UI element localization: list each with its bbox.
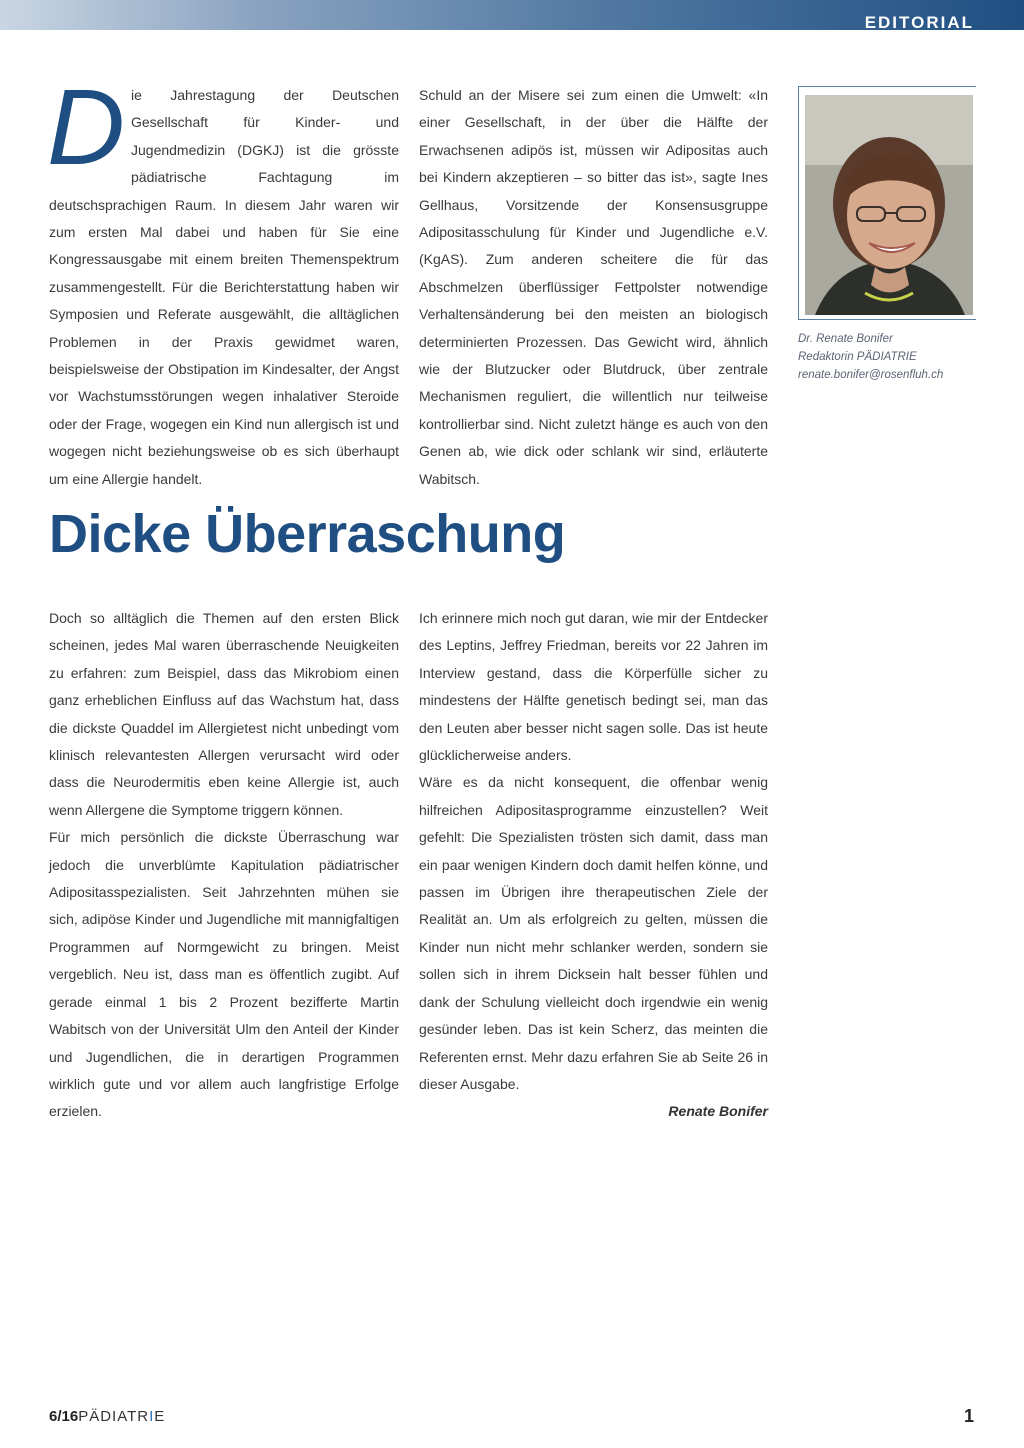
body-paragraph: Ich erinnere mich noch gut daran, wie mir der Entdecker des Leptins, Jeffrey Friedman, bereits vor 22 Jahren im Interview gestand, dass die Körperfülle sicher zu mindestens der Hälfte genetisch bedingt sei, man das den Leuten aber besser nicht sagen solle. Das ist heute glücklicherweise anders. (419, 610, 768, 764)
author-name: Dr. Renate Bonifer (798, 333, 893, 345)
author-email: renate.bonifer@rosenfluh.ch (798, 369, 944, 381)
magazine-name (78, 1408, 165, 1425)
magazine-name-accent: I (149, 1408, 155, 1425)
author-photo (805, 95, 973, 315)
body-column-left (49, 605, 399, 1126)
intro-column-right (419, 82, 768, 493)
body-paragraph: Wäre es da nicht konsequent, die offenbar wenig hilfreichen Adipositasprogramme einzustellen? Weit gefehlt: Die Spezialisten trösten sich damit, dass man ein paar wenigen Kindern doch damit helfen könne, und passen im Übrigen ihre therapeutischen Ziele der Realität an. Um als erfolgreich zu gelten, müssen die Kinder nun nicht mehr schlanker werden, sondern sie sollen sich in ihrem Dicksein halt besser fühlen und dank der Schulung vielleicht doch irgendwie ein wenig gesünder leben. Das ist kein Scherz, das meinten die Referenten ernst. Mehr dazu erfahren Sie ab Seite 26 in dieser Ausgabe. (419, 774, 768, 1092)
drop-cap: D (47, 66, 125, 187)
portrait-illustration (805, 95, 973, 315)
author-role: Redaktorin PÄDIATRIE (798, 351, 917, 363)
section-label: EDITORIAL (864, 13, 974, 32)
body-paragraph: Für mich persönlich die dickste Überraschung war jedoch die unverblümte Kapitulation pädiatrischer Adipositasspezialisten. Seit Jahrzehnten mühen sie sich, adipöse Kinder und Jugendliche mit mannigfaltigen Programmen auf Normgewicht zu bringen. Meist vergeblich. Neu ist, dass man es öffentlich zugibt. Auf gerade einmal 1 bis 2 Prozent bezifferte Martin Wabitsch von der Universität Ulm den Anteil der Kinder und Jugendlichen, die in derartigen Programmen wirklich gute und vor allem auch langfristige Erfolge erzielen. (49, 829, 399, 1120)
magazine-name-main: PÄDIATR (78, 1408, 150, 1425)
intro-text-right: Schuld an der Misere sei zum einen die Umwelt: «In einer Gesellschaft, in der über die Hälfte der Erwachsenen adipös ist, müssen wir Adipositas auch bei Kindern akzeptieren – so bitter das ist», sagte Ines Gellhaus, Vorsitzende der Konsensusgruppe Adipositasschulung für Kinder und Jugendliche e.V. (KgAS). Zum anderen scheitere die für das Abschmelzen überflüssiger Fettpolster notwendige Verhaltensänderung bei den meisten an biologisch determinierten Prozessen. Das Gewicht wird, ähnlich wie der Blutzucker oder Blutdruck, über zentrale Mechanismen reguliert, die willentlich nur teilweise kontrollierbar sind. Nicht zuletzt hänge es auch von den Genen ab, wie dick oder schlank wir sind, erläuterte Wabitsch. (419, 87, 768, 487)
article-headline: Dicke Überraschung (49, 504, 566, 564)
body-paragraph: Doch so alltäglich die Themen auf den ersten Blick scheinen, jedes Mal waren überraschende Neuigkeiten zu erfahren: zum Beispiel, dass das Mikrobiom einen ganz erheblichen Einfluss auf das Wachstum hat, dass die dickste Quaddel im Allergietest nicht unbedingt vom klinisch relevantesten Allergen verursacht wird oder dass die Neurodermitis eben keine Allergie ist, auch wenn Allergene die Symptome triggern können. (49, 610, 399, 818)
signature: Renate Bonifer (668, 1103, 768, 1120)
intro-column-left (47, 66, 399, 493)
body-column-right (419, 605, 768, 1126)
section-header-bar (0, 0, 1024, 30)
intro-text-left: ie Jahrestagung der Deutschen Gesellschaft für Kinder- und Jugendmedizin (DGKJ) ist die grösste pädiatrische Fachtagung im deutschsprachigen Raum. In diesem Jahr waren wir zum ersten Mal dabei und haben für Sie eine Kongressausgabe mit einem breiten Themenspektrum zusammengestellt. Für die Berichterstattung haben wir Symposien und Referate ausgewählt, die alltäglichen Problemen in der Praxis gewidmet waren, beispielsweise der Obstipation im Kindesalter, der Angst vor Wachstumsstörungen wegen inhalativer Steroide oder der Frage, wogegen ein Kind nun allergisch ist und wogegen nicht beziehungsweise ob es sich überhaupt um eine Allergie handelt. (49, 87, 399, 487)
magazine-name-end: E (154, 1408, 166, 1425)
intro-paragraph (47, 66, 399, 493)
author-caption (798, 330, 998, 384)
footer-issue (49, 1407, 165, 1427)
author-photo-frame (798, 86, 976, 320)
issue-number: 6/16 (49, 1408, 79, 1425)
page-number: 1 (963, 1406, 974, 1426)
